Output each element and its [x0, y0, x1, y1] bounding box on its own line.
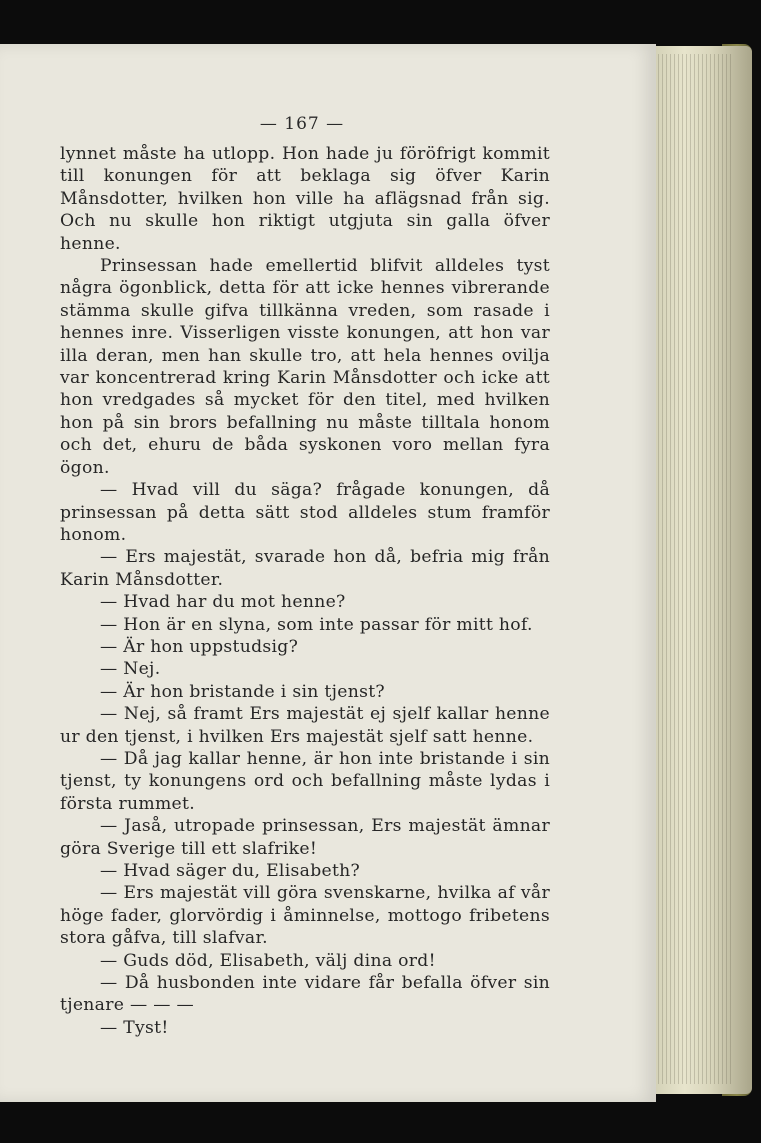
paragraph: — Nej. — [100, 659, 161, 680]
paragraph: — Hvad har du mot henne? — [100, 592, 346, 613]
paragraph: — Tyst! — [100, 1017, 169, 1038]
paragraph: — Ers majestät vill göra svenskarne, hvilka af vår höge fader, glorvördig i åminnelse, mottogo fribetens stora gåfva, till slafvar. — [60, 883, 550, 949]
paragraph: — Är hon uppstudsig? — [100, 636, 299, 657]
paragraph: — Ers majestät, svarade hon då, befria mig från Karin Månsdotter. — [60, 547, 550, 590]
paragraph: — Är hon bristande i sin tjenst? — [100, 681, 385, 702]
book-page — [0, 44, 656, 1102]
page-number: — 167 — — [259, 114, 345, 134]
paragraph: — Hvad vill du säga? frågade konungen, då prinsessan på detta sätt stod alldeles stum framför honom. — [60, 480, 550, 545]
page-edges — [648, 46, 752, 1094]
paragraph: — Hon är en slyna, som inte passar för mitt hof. — [100, 614, 533, 635]
paragraph: Prinsessan hade emellertid blifvit alldeles tyst några ögonblick, detta för att icke hennes vibrerande stämma skulle gifva tillkänna vreden, som rasade i hennes inre. Visserligen visste konungen, att hon var illa deran, men han skulle tro, att hela hennes ovilja var koncentrerad kring Karin Månsdotter och icke att hon vredgades så mycket för den titel, med hvilken hon på sin brors befallning nu måste tilltala honom och det, ehuru de båda syskonen voro mellan fyra ögon. — [60, 256, 550, 478]
paragraph: lynnet måste ha utlopp. Hon hade ju föröfrigt kommit till konungen för att beklaga sig öfver Karin Månsdotter, hvilken hon ville ha aflägsnad från sig. Och nu skulle hon riktigt utgjuta sin galla öfver henne. — [60, 144, 550, 254]
paragraph: — Jaså, utropade prinsessan, Ers majestät ämnar göra Sverige till ett slafrike! — [60, 816, 550, 859]
paragraph: — Nej, så framt Ers majestät ej sjelf kallar henne ur den tjenst, i hvilken Ers majestät sjelf satt henne. — [60, 704, 550, 747]
paragraph: — Då husbonden inte vidare får befalla öfver sin tjenare — — — — [60, 973, 550, 1016]
paragraph: — Då jag kallar henne, är hon inte bristande i sin tjenst, ty konungens ord och befallning måste lydas i första rummet. — [60, 748, 550, 814]
page-text — [60, 143, 550, 1039]
paragraph: — Hvad säger du, Elisabeth? — [100, 861, 361, 881]
paragraph: — Guds död, Elisabeth, välj dina ord! — [100, 950, 436, 971]
